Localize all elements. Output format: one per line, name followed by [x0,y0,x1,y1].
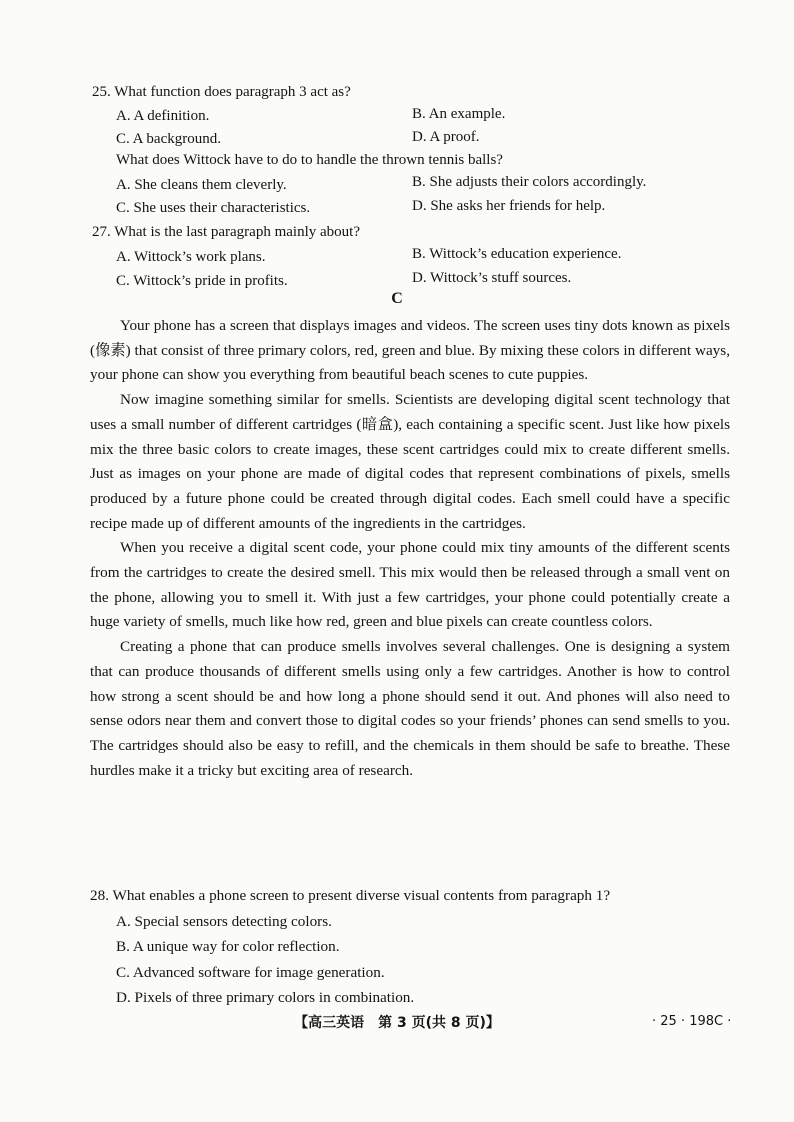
page-footer-label: 【高三英语 第 3 页(共 8 页)】 [294,1015,500,1031]
question-27-option-a: A. Wittock’s work plans. [116,249,266,265]
reading-passage [90,314,730,783]
page-footer-code: · 25 · 198C · [652,1014,732,1029]
question-25-option-c: C. A background. [116,131,221,147]
question-26-option-d: D. She asks her friends for help. [412,198,606,214]
question-25-option-d: D. A proof. [412,129,480,145]
question-26-stem: What does Wittock have to do to handle the thrown tennis balls? [116,152,503,168]
question-25-option-b: B. An example. [412,106,506,122]
question-27-option-b: B. Wittock’s education experience. [412,246,622,262]
passage-paragraph-2: Now imagine something similar for smells. Scientists are developing digital scent technology that uses a small number of different cartridges (暗盒), each containing a specific scent. Just like how pixels mix the three basic colors to create images, these scent cartridges could mix to create different smells. Just as images on your phone are made of digital codes that represent combinations of pixels, smells produced by a future phone could be created through digital codes. Each smell could have a specific recipe made up of different amounts of the ingredients in the cartridges. [90,391,730,532]
question-25-stem: 25. What function does paragraph 3 act as? [92,84,351,100]
question-28 [90,883,730,1011]
question-27-stem: 27. What is the last paragraph mainly about? [92,224,360,240]
question-25-option-a: A. A definition. [116,108,210,124]
question-28-option-c: C. Advanced software for image generation. [116,963,385,981]
question-28-option-d: D. Pixels of three primary colors in combination. [116,989,415,1007]
passage-paragraph-4: Creating a phone that can produce smells involves several challenges. One is designing a system that can produce thousands of different smells using only a few cartridges. Another is how to control how strong a scent should be and how long a phone should send it out. And phones will also need to sense odors near them and convert those to digital codes so your friends’ phones can send smells to you. The cartridges should also be easy to refill, and the chemicals in them should be safe to breathe. These hurdles make it a tricky but exciting area of research. [90,638,730,779]
question-28-option-a: A. Special sensors detecting colors. [116,912,332,930]
question-26-option-b: B. She adjusts their colors accordingly. [412,174,647,190]
question-27-option-d: D. Wittock’s stuff sources. [412,270,572,286]
section-heading: C [391,290,403,307]
passage-paragraph-3: When you receive a digital scent code, your phone could mix tiny amounts of the different scents from the cartridges to create the desired smell. This mix would then be released through a small vent on the phone, allowing you to smell it. With just a few cartridges, your phone could potentially create a huge variety of smells, much like how red, green and blue pixels can create countless colors. [90,539,730,631]
question-27-option-c: C. Wittock’s pride in profits. [116,273,288,289]
passage-paragraph-1: Your phone has a screen that displays images and videos. The screen uses tiny dots known as pixels (像素) that consist of three primary colors, red, green and blue. By mixing these colors in different ways, your phone can show you everything from beautiful beach scenes to cute puppies. [90,317,730,384]
question-26-option-a: A. She cleans them cleverly. [116,177,287,193]
question-26-option-c: C. She uses their characteristics. [116,200,311,216]
question-28-option-b: B. A unique way for color reflection. [116,938,340,956]
question-28-stem: 28. What enables a phone screen to present diverse visual contents from paragraph 1? [90,887,611,904]
